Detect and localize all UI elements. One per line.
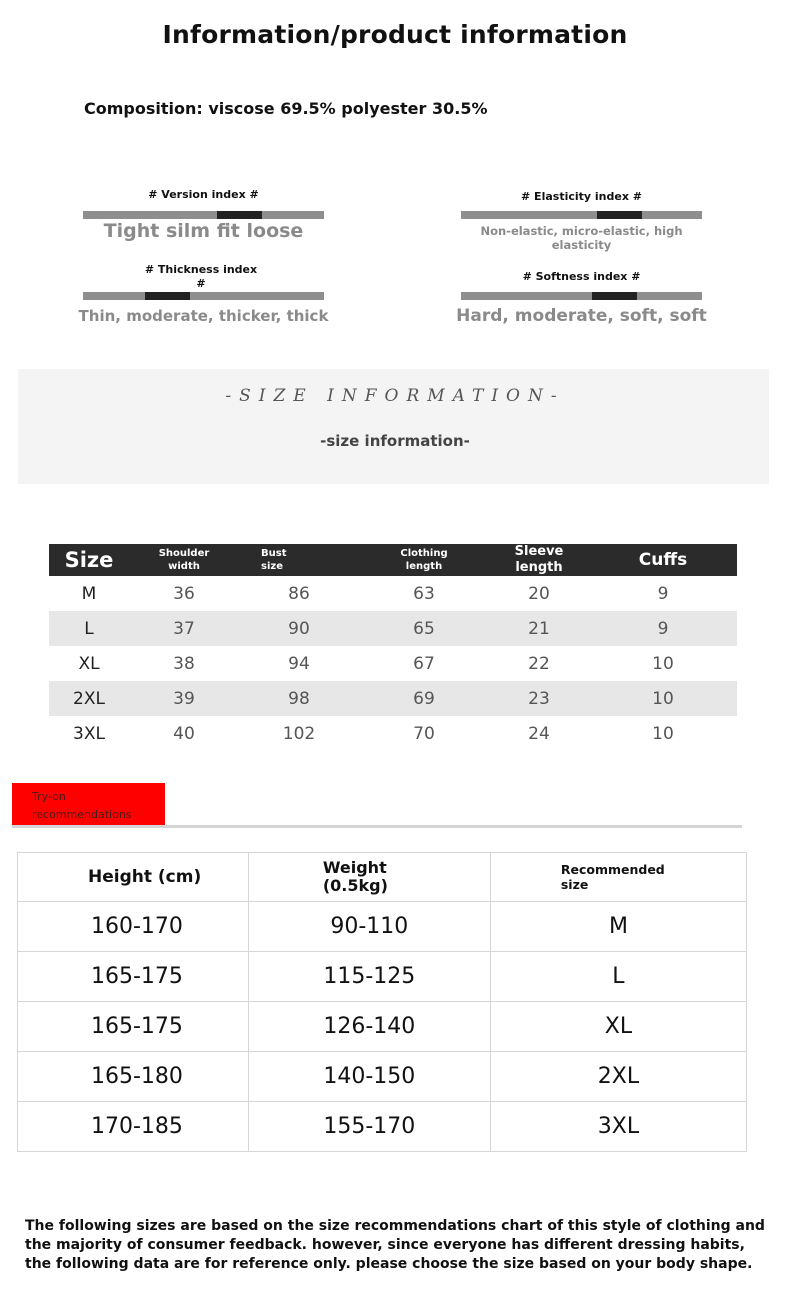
recommended-size-cell: XL (490, 1002, 746, 1052)
thickness-index-label-line2: # (196, 277, 206, 290)
version-index-marker (217, 211, 262, 219)
length-cell: 67 (413, 653, 435, 674)
sleeve-cell: 22 (528, 653, 550, 674)
cuffs-cell: 10 (652, 723, 674, 744)
header-recommended-size: Recommended size (490, 853, 746, 902)
recommendation-table (17, 852, 747, 1152)
bust-cell: 90 (239, 611, 359, 646)
size-cell: 2XL (49, 681, 129, 716)
header-bust-size: Bust size (239, 544, 359, 576)
shoulder-cell: 38 (173, 653, 195, 674)
header-weight: Weight (0.5kg) (248, 853, 490, 902)
weight-cell: 126-140 (248, 1002, 490, 1052)
size-cell: M (81, 583, 97, 604)
version-index-label: # Version index # (148, 188, 259, 201)
length-cell: 70 (413, 723, 435, 744)
elasticity-index-bar (461, 211, 702, 219)
table-row (49, 716, 737, 751)
table-row (49, 646, 737, 681)
height-cell: 165-175 (18, 1002, 249, 1052)
shoulder-cell: 40 (173, 723, 195, 744)
table-row (18, 1102, 747, 1152)
table-row (49, 576, 737, 611)
elasticity-index-caption: Non-elastic, micro-elastic, high elasticity (480, 224, 683, 252)
recommendation-header (18, 853, 747, 902)
length-cell: 63 (413, 583, 435, 604)
height-cell: 165-180 (18, 1052, 249, 1102)
size-cell: L (49, 611, 129, 646)
tryon-label-line1: Try-on (32, 790, 66, 803)
header-cuffs: Cuffs (589, 544, 737, 576)
height-cell: 160-170 (18, 902, 249, 952)
table-row (18, 902, 747, 952)
composition-text: Composition: viscose 69.5% polyester 30.5% (84, 99, 488, 118)
elasticity-index-marker (597, 211, 642, 219)
shoulder-cell: 36 (173, 583, 195, 604)
recommended-size-cell: M (490, 902, 746, 952)
table-row (49, 681, 737, 716)
weight-cell: 115-125 (248, 952, 490, 1002)
length-cell: 69 (359, 681, 489, 716)
header-size: Size (49, 544, 129, 576)
thickness-index-label (83, 263, 319, 291)
height-cell: 165-175 (18, 952, 249, 1002)
thickness-index-bar (83, 292, 324, 300)
bust-cell: 102 (282, 723, 316, 744)
recommended-size-cell: 3XL (490, 1102, 746, 1152)
bust-cell: 86 (288, 583, 310, 604)
sleeve-cell: 24 (528, 723, 550, 744)
table-row (18, 1002, 747, 1052)
weight-cell: 140-150 (248, 1052, 490, 1102)
table-row (18, 1052, 747, 1102)
bust-cell: 98 (239, 681, 359, 716)
sleeve-cell: 20 (528, 583, 550, 604)
header-shoulder-width: Shoulder width (129, 544, 239, 576)
recommended-size-cell: 2XL (490, 1052, 746, 1102)
thickness-index-label-line1: # Thickness index (144, 263, 258, 276)
version-index-bar (83, 211, 324, 219)
cuffs-cell: 9 (657, 583, 669, 604)
version-index-caption: Tight silm fit loose (103, 220, 304, 242)
cuffs-cell: 9 (589, 611, 737, 646)
sleeve-cell: 23 (489, 681, 589, 716)
sleeve-cell: 21 (489, 611, 589, 646)
size-information-subheading: -size information- (320, 432, 470, 450)
elasticity-index-label: # Elasticity index # (521, 190, 642, 203)
thickness-index-caption: Thin, moderate, thicker, thick (78, 307, 329, 325)
bust-cell: 94 (288, 653, 310, 674)
length-cell: 65 (359, 611, 489, 646)
softness-index-bar (461, 292, 702, 300)
table-row (18, 952, 747, 1002)
size-information-heading: -SIZE INFORMATION- (225, 386, 565, 406)
height-cell: 170-185 (18, 1102, 249, 1152)
header-height: Height (cm) (18, 853, 249, 902)
page-title: Information/product information (162, 20, 628, 49)
softness-index-caption: Hard, moderate, soft, soft (456, 306, 707, 326)
recommended-size-cell: L (490, 952, 746, 1002)
softness-index-marker (592, 292, 637, 300)
shoulder-cell: 39 (129, 681, 239, 716)
size-cell: 3XL (73, 723, 105, 744)
tryon-recommendations-tag (12, 783, 165, 826)
softness-index-label: # Softness index # (522, 270, 641, 283)
tryon-divider (12, 825, 742, 828)
cuffs-cell: 10 (589, 681, 737, 716)
size-chart-table (49, 544, 737, 751)
header-clothing-length: Clothing length (359, 544, 489, 576)
header-sleeve-length: Sleeve length (489, 544, 589, 576)
size-chart-header (49, 544, 737, 576)
tryon-recommendations-label (32, 788, 157, 824)
size-cell: XL (78, 653, 100, 674)
footer-disclaimer: The following sizes are based on the size recommendations chart of this style of clothing and the majority of consumer feedback. however, since everyone has different dressing habits, the following data are for reference only. please choose the size based on your body shape. (25, 1218, 765, 1272)
weight-cell: 90-110 (248, 902, 490, 952)
weight-cell: 155-170 (248, 1102, 490, 1152)
cuffs-cell: 10 (652, 653, 674, 674)
tryon-label-line2: recommendations (32, 808, 132, 821)
table-row (49, 611, 737, 646)
shoulder-cell: 37 (129, 611, 239, 646)
thickness-index-marker (145, 292, 190, 300)
